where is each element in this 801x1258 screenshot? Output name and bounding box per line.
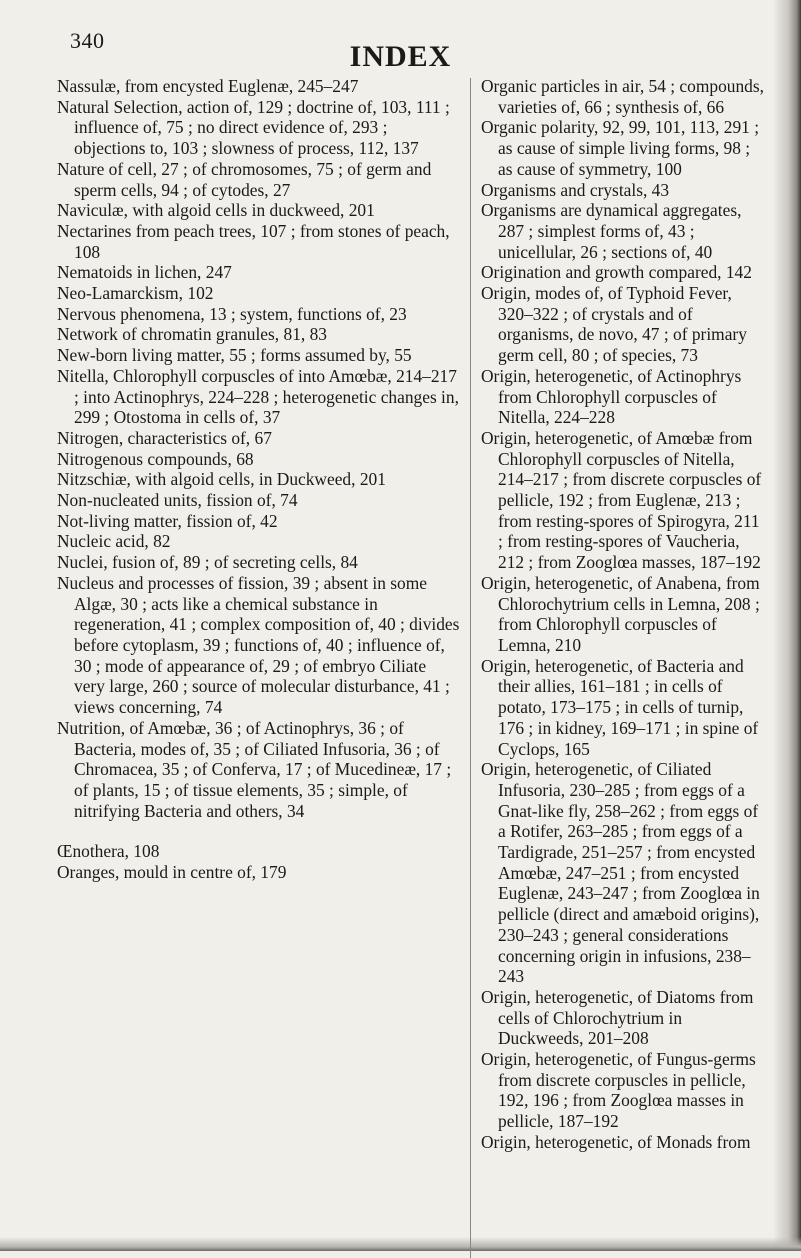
running-head: INDEX [349,40,452,73]
index-entry: Origin, heterogenetic, of Monads from [481,1131,751,1152]
index-entry: Nutrition, of Amœbæ, 36 ; of Actinophrys, 36 ; of Bacteria, modes of, 35 ; of Ciliated Infusoria, 36 ; of Chromacea, 35 ; of Conferva, 17 ; of Mucedineæ, 17 ; of plants, 15 ; of tissue elements, 35 ; simple, of nitrifying Bacteria and others, 34 [57,717,452,821]
page-number: 340 [70,28,105,53]
index-entry: Nitrogenous compounds, 68 [57,448,254,469]
index-entry: New-born living matter, 55 ; forms assumed by, 55 [57,345,412,366]
index-entry: Neo-Lamarckism, 102 [57,283,214,304]
index-entry: Not-living matter, fission of, 42 [57,510,278,531]
index-entry: Origin, heterogenetic, of Actinophrys from Chlorophyll corpuscles of Nitella, 224–228 [481,365,742,428]
left-index-column [57,76,460,883]
index-entry: Origin, heterogenetic, of Amœbæ from Chlorophyll corpuscles of Nitella, 214–217 ; from discrete corpuscles of pellicle, 192 ; from Euglenæ, 213 ; from resting-spores of Spirogyra, 211 ; from resting-spores of Vaucheria, 212 ; from Zooglœa masses, 187–192 [481,427,762,573]
index-entry: Origin, modes of, of Typhoid Fever, 320–322 ; of crystals and of organisms, de novo, 47 ; of primary germ cell, 80 ; of species, 73 [481,283,747,366]
index-entry: Non-nucleated units, fission of, 74 [57,490,298,511]
index-entry: Oranges, mould in centre of, 179 [57,862,287,883]
index-entry: Organisms and crystals, 43 [481,179,670,200]
page-bottom-edge [0,1237,801,1251]
page-header [0,14,801,73]
index-entry: Œnothera, 108 [57,841,160,862]
index-entry: Network of chromatin granules, 81, 83 [57,324,327,345]
index-entry: Nitella, Chlorophyll corpuscles of into Amœbæ, 214–217 ; into Actinophrys, 224–228 ; heterogenetic changes in, 299 ; Otostoma in cells of, 37 [57,365,459,428]
column-divider [470,78,471,1258]
index-entry: Nitrogen, characteristics of, 67 [57,427,272,448]
index-entry: Natural Selection, action of, 129 ; doctrine of, 103, 111 ; influence of, 75 ; no direct evidence of, 293 ; objections to, 103 ; slowness of process, 112, 137 [57,96,450,159]
index-entry: Origin, heterogenetic, of Anabena, from Chlorochytrium cells in Lemna, 208 ; from Chlorophyll corpuscles of Lemna, 210 [481,572,760,655]
index-entry: Nuclei, fusion of, 89 ; of secreting cells, 84 [57,552,358,573]
index-entry: Organisms are dynamical aggregates, 287 ; simplest forms of, 43 ; unicellular, 26 ; sections of, 40 [481,200,742,262]
index-entry: Nassulæ, from encysted Euglenæ, 245–247 [57,76,359,96]
index-entry: Nature of cell, 27 ; of chromosomes, 75 ; of germ and sperm cells, 94 ; of cytodes, 27 [57,158,432,200]
page-edge-shadow [773,0,801,1251]
index-entry: Nematoids in lichen, 247 [57,262,232,283]
index-entry: Origin, heterogenetic, of Fungus-germs from discrete corpuscles in pellicle, 192, 196 ; from Zooglœa masses in pellicle, 187–192 [481,1049,756,1132]
right-index-column [481,76,764,1153]
index-entry: Organic particles in air, 54 ; compounds, varieties of, 66 ; synthesis of, 66 [481,76,764,117]
index-entry: Nectarines from peach trees, 107 ; from stones of peach, 108 [57,220,450,262]
index-entry: Nitzschiæ, with algoid cells, in Duckweed, 201 [57,469,386,490]
index-entry: Origin, heterogenetic, of Bacteria and their allies, 161–181 ; in cells of potato, 173–175 ; in cells of turnip, 176 ; in kidney, 169–171 ; in spine of Cyclops, 165 [481,655,759,759]
index-entry: Organic polarity, 92, 99, 101, 113, 291 ; as cause of simple living forms, 98 ; as cause of symmetry, 100 [481,117,760,179]
index-entry: Nucleus and processes of fission, 39 ; absent in some Algæ, 30 ; acts like a chemical substance in regeneration, 41 ; complex composition of, 40 ; divides before cytoplasm, 39 ; functions of, 40 ; influence of, 30 ; mode of appearance of, 29 ; of embryo Ciliate very large, 260 ; source of molecular disturbance, 41 ; views concerning, 74 [57,572,460,718]
index-entry: Nervous phenomena, 13 ; system, functions of, 23 [57,303,407,324]
index-entry: Origin, heterogenetic, of Diatoms from cells of Chlorochytrium in Duckweeds, 201–208 [481,986,754,1049]
index-entry: Origination and growth compared, 142 [481,262,752,283]
index-entry: Naviculæ, with algoid cells in duckweed, 201 [57,200,375,221]
index-entry: Nucleic acid, 82 [57,531,171,552]
index-entry: Origin, heterogenetic, of Ciliated Infusoria, 230–285 ; from eggs of a Gnat-like fly, 258–262 ; from eggs of a Rotifer, 263–285 ; from eggs of a Tardigrade, 251–257 ; from encysted Amœbæ, 247–251 ; from encysted Euglenæ, 243–247 ; from Zooglœa in pellicle (direct and amæboid origins), 230–243 ; general considerations concerning origin in infusions, 238–243 [481,759,760,987]
